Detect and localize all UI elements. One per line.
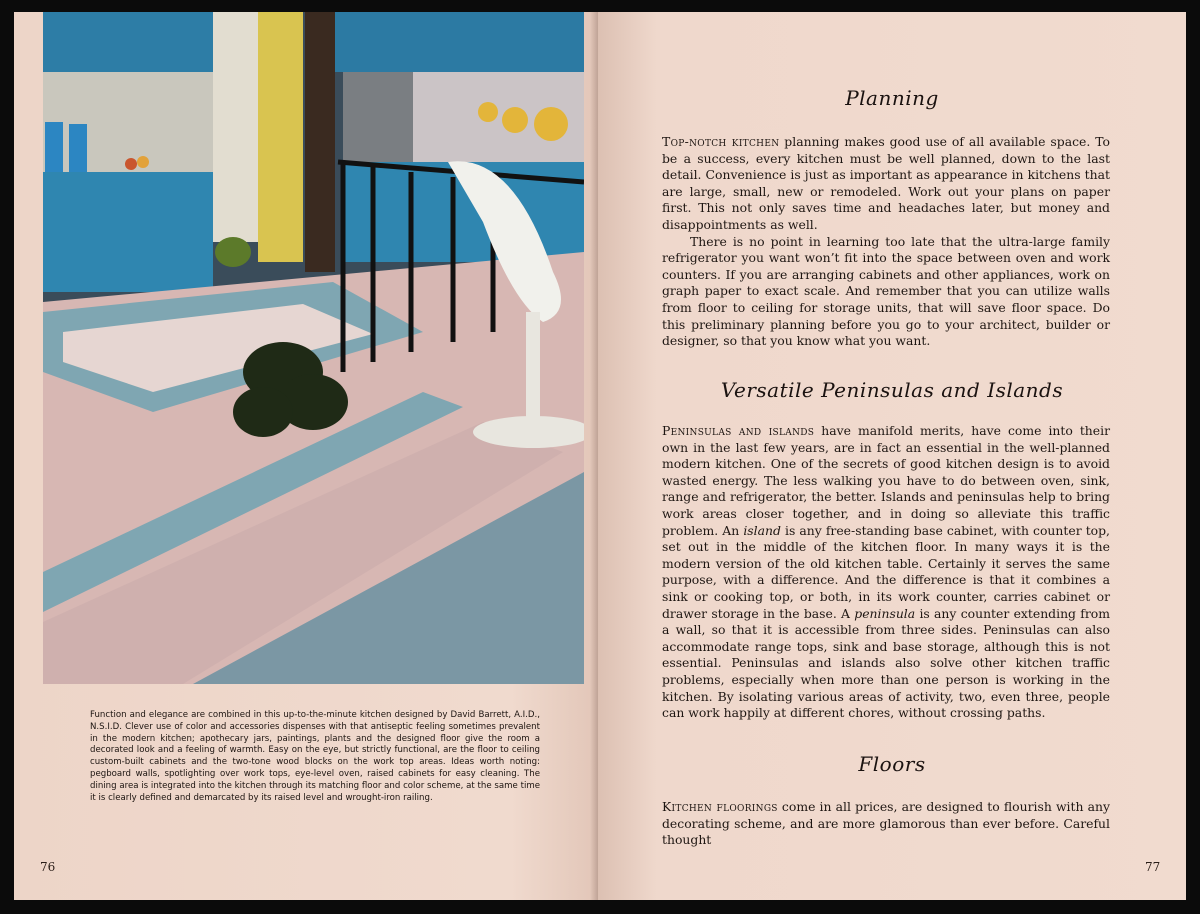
section-floors-body	[662, 799, 1110, 849]
heading-floors: Floors	[858, 752, 926, 776]
planning-paragraph-1	[662, 134, 1110, 234]
heading-planning: Planning	[845, 86, 939, 110]
peninsulas-paragraph	[662, 423, 1110, 722]
section-planning-body	[662, 134, 1110, 350]
photo-caption: Function and elegance are combined in this up-to-the-minute kitchen designed by David Barrett, A.I.D., N.S.I.D. Clever use of color and accessories dispenses with that antiseptic feeling sometimes prevalent in the modern kitchen; apothecary jars, paintings, plants and the designed floor give the room a decorated look and a feeling of warmth. Easy on the eye, but strictly functional, are the floor to ceiling custom-built cabinets and the two-tone wood blocks on the work top areas. Ideas worth noting: pegboard walls, spotlighting over work tops, eye-level oven, raised cabinets for easy cleaning. The dining area is integrated into the kitchen through its matching floor and color scheme, at the same time it is clearly defined and demarcated by its raised level and wrought-iron railing.	[90, 710, 540, 803]
page-number-left: 76	[40, 860, 56, 874]
planning-text-1: planning makes good use of all available space. To be a success, every kitchen must be well planned, down to the last detail. Convenience is just as important as appearance in kitchens that are large, small, new or remodeled. Work out your plans on paper first. This not only saves time and headaches later, but money and disappointments as well.	[662, 134, 1110, 232]
floors-lead: Kitchen floorings	[662, 799, 778, 814]
peninsulas-text-c: is any counter extending from a wall, so that it is accessible from three sides. Peninsulas can also accommodate range tops, sink and base storage, although this is not essential. Peninsulas and islands also solve other kitchen traffic problems, especially when more than one person is working in the kitchen. By isolating various areas of activity, two, even three, people can work happily at different chores, without crossing paths.	[662, 605, 1110, 721]
floors-paragraph	[662, 799, 1110, 849]
page-number-right: 77	[1145, 860, 1161, 874]
term-peninsula: peninsula	[854, 605, 916, 621]
peninsulas-lead: Peninsulas and islands	[662, 423, 815, 438]
planning-lead: Top-notch kitchen	[662, 134, 780, 149]
term-island: island	[743, 522, 781, 538]
right-page	[598, 12, 1186, 900]
heading-peninsulas-islands: Versatile Peninsulas and Islands	[720, 378, 1064, 402]
kitchen-photo	[43, 12, 584, 684]
left-page	[14, 12, 598, 900]
peninsulas-text-a: have manifold merits, have come into their own in the last few years, are in fact an essential in the well-planned modern kitchen. One of the secrets of good kitchen design is to avoid wasted energy. The less walking you have to do between oven, sink, range and refrigerator, the better. Islands and peninsulas help to bring work areas closer together, and in doing so alleviate this traffic problem. An	[662, 423, 1111, 538]
floors-text: come in all prices, are designed to flourish with any decorating scheme, and are more glamorous than ever before. Careful thought	[662, 799, 1110, 848]
kitchen-photo-illustration	[43, 12, 584, 684]
peninsulas-text-b: is any free-standing base cabinet, with counter top, set out in the middle of the kitchen floor. In many ways it is the modern version of the old kitchen table. Certainly it serves the same purpose, with a difference. And the difference is that it combines a sink or cooking top, or both, in its work counter, carries cabinet or drawer storage in the base. A	[662, 522, 1110, 621]
section-peninsulas-body	[662, 423, 1110, 722]
planning-paragraph-2: There is no point in learning too late that the ultra-large family refrigerator you want won’t fit into the space between oven and work counters. If you are arranging cabinets and other appliances, work on graph paper to exact scale. And remember that you can utilize walls from floor to ceiling for storage units, that will save floor space. Do this preliminary planning before you go to your architect, builder or designer, so that you know what you want.	[662, 233, 1110, 349]
